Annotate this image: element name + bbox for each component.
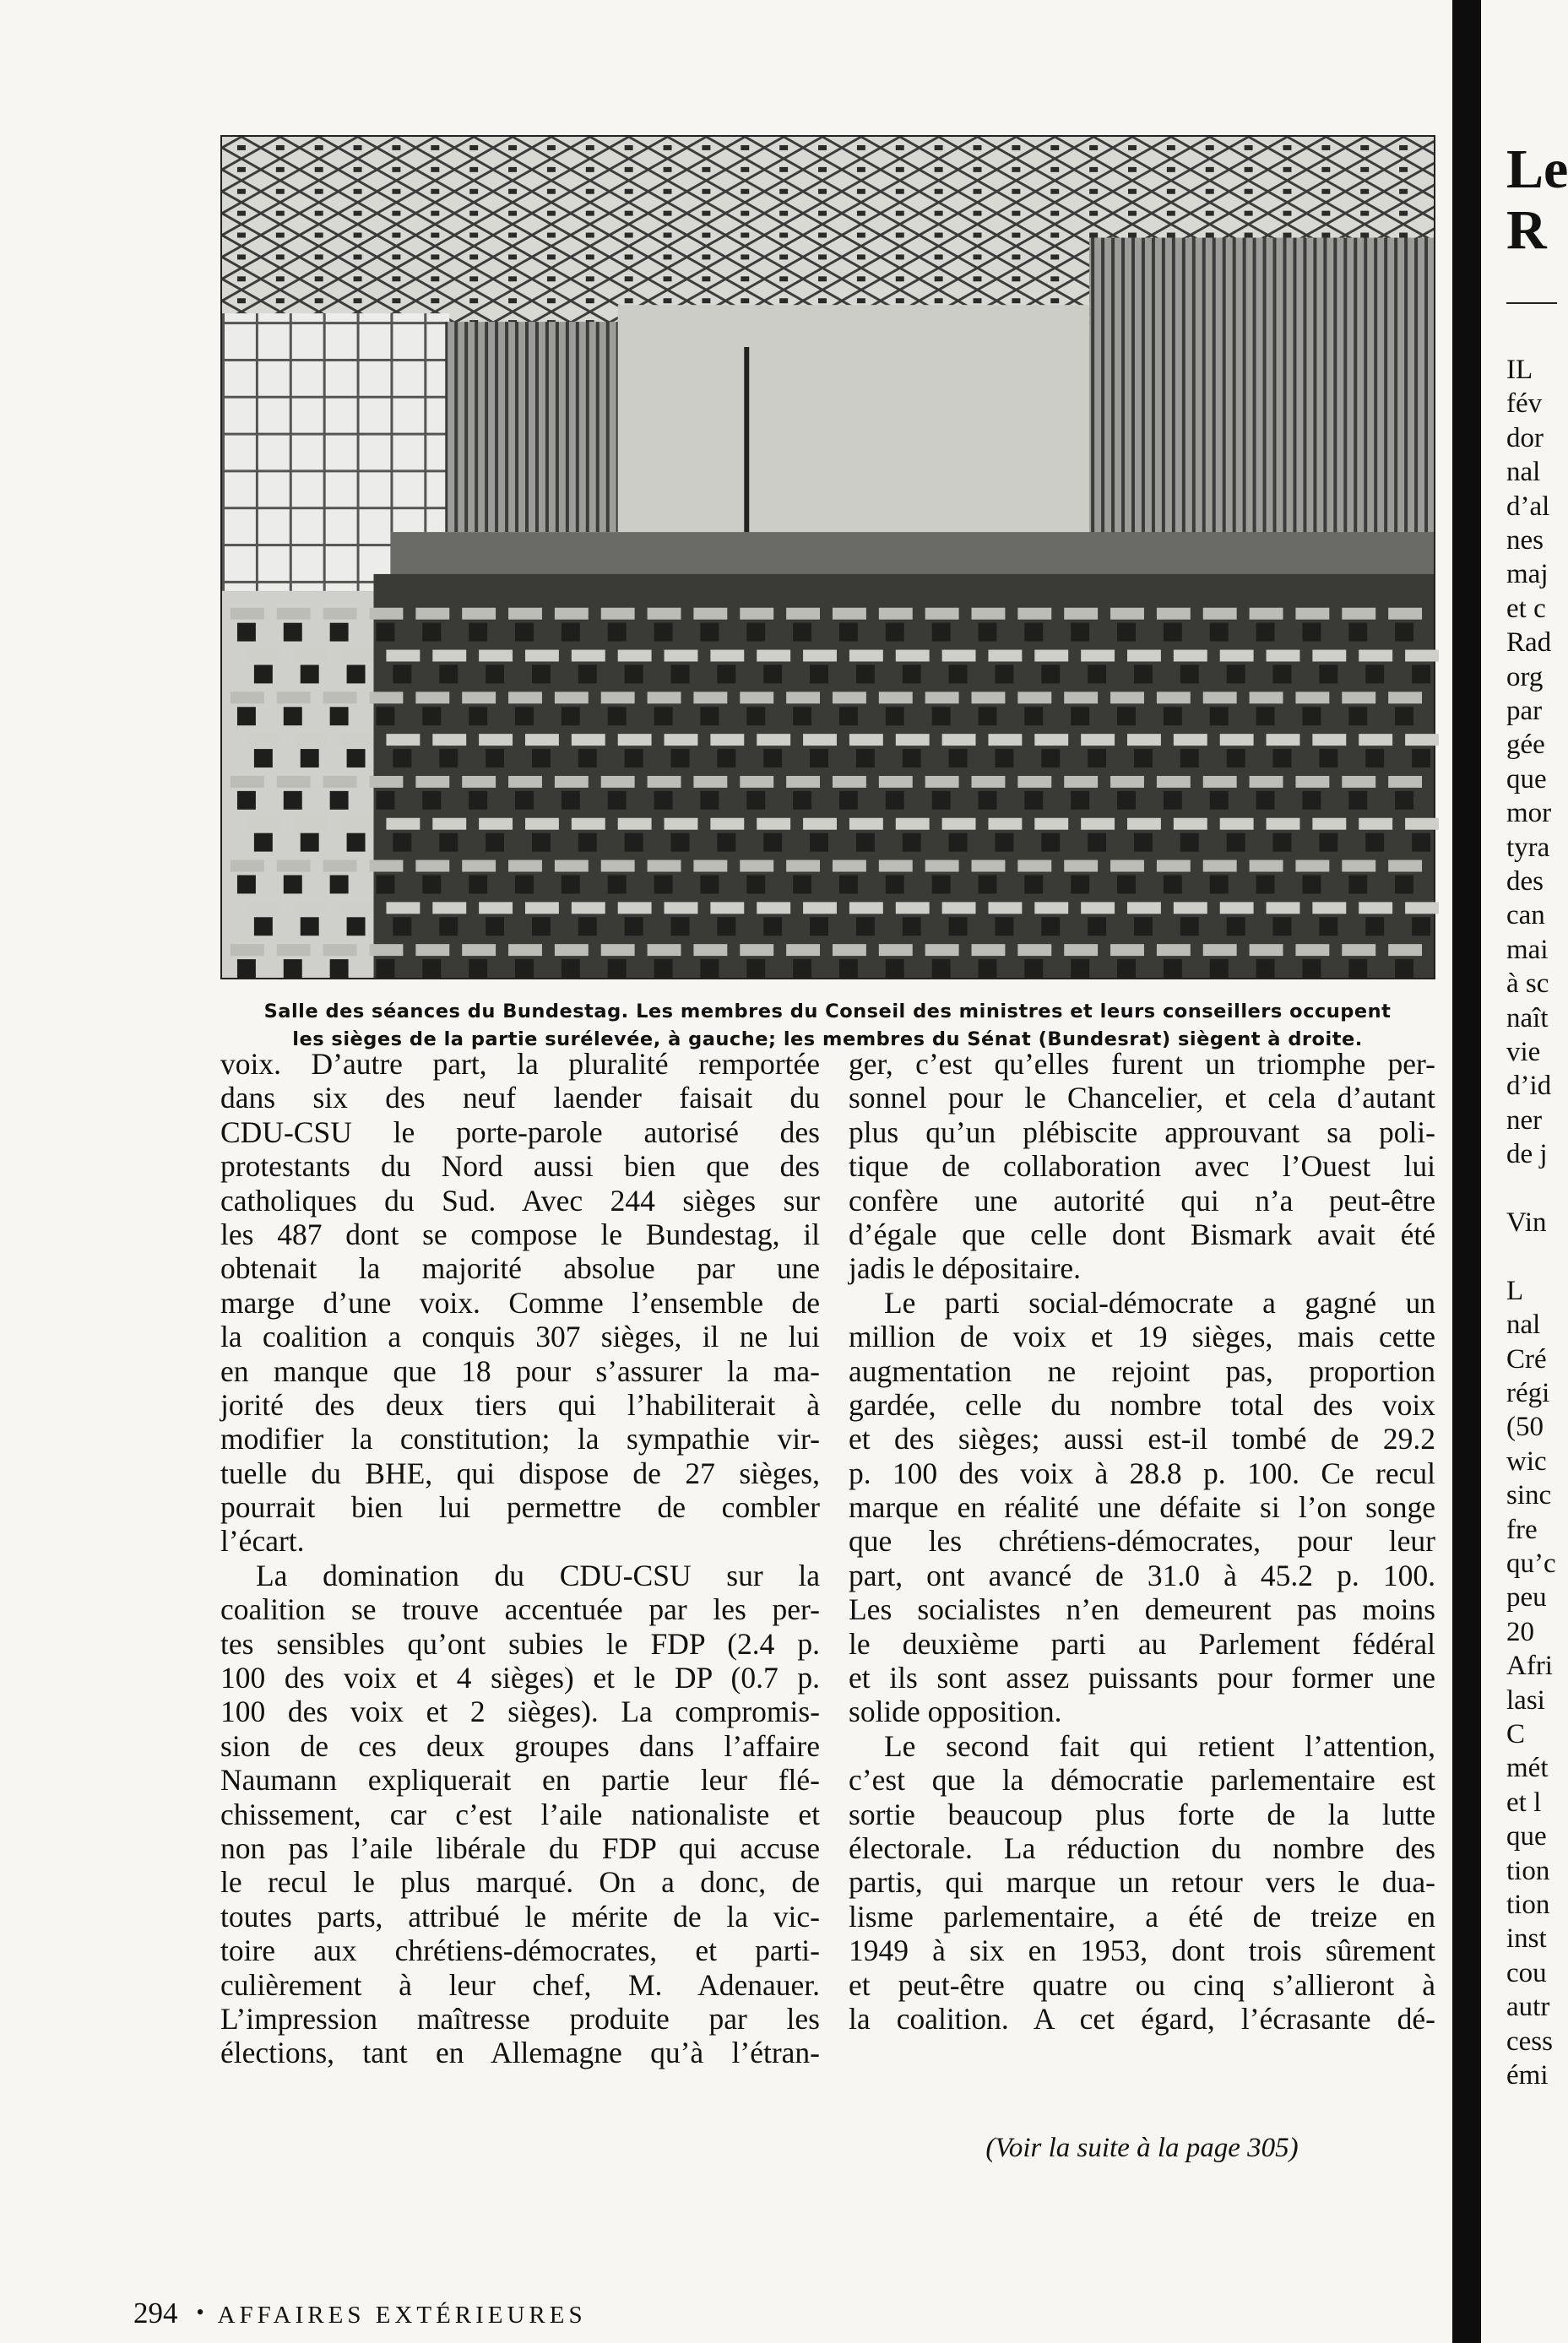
text-line: le deuxième parti au Parlement fédéral xyxy=(849,1626,1435,1661)
text-line: marque en réalité une défaite si l’on songe xyxy=(849,1490,1435,1525)
fragment-line: gée xyxy=(1506,729,1545,761)
fragment-line: C xyxy=(1506,1719,1526,1749)
text-line: les 487 dont se compose le Bundestag, il xyxy=(220,1217,820,1251)
fragment-line: tyra xyxy=(1506,832,1550,863)
fragment-line: nes xyxy=(1506,525,1544,556)
fragment-line: Cré xyxy=(1506,1343,1547,1375)
fragment-line: wic xyxy=(1506,1445,1547,1477)
text-line: modifier la constitution; la sympathie vir- xyxy=(220,1422,820,1456)
next-page-fragment xyxy=(1506,0,1568,2343)
fragment-line: Rad xyxy=(1506,627,1552,659)
fragment-line: 20 xyxy=(1506,1616,1534,1647)
fragment-line: régi xyxy=(1506,1378,1550,1408)
heading-rule xyxy=(1506,302,1557,304)
fragment-line: des xyxy=(1506,866,1544,897)
text-line: la coalition a conquis 307 sièges, il ne lui xyxy=(220,1320,820,1354)
text-line: sion de ces deux groupes dans l’affaire xyxy=(220,1728,820,1763)
fragment-line: et c xyxy=(1506,593,1546,624)
fragment-line: autr xyxy=(1506,1992,1550,2023)
fragment-line: (50 xyxy=(1506,1412,1544,1443)
text-line: le recul le plus marqué. On a donc, de xyxy=(220,1865,820,1900)
text-line: que les chrétiens-démocrates, pour leur xyxy=(849,1524,1435,1559)
journal-title: AFFAIRES EXTÉRIEURES xyxy=(217,2302,587,2329)
fragment-line: mai xyxy=(1506,934,1549,965)
text-line: coalition se trouve accentuée par les per- xyxy=(220,1592,820,1627)
text-line: million de voix et 19 sièges, mais cette xyxy=(849,1320,1435,1354)
fragment-line: fre xyxy=(1506,1514,1538,1545)
text-line: marge d’une voix. Comme l’ensemble de xyxy=(220,1285,820,1320)
text-line: culièrement à leur chef, M. Adenauer. xyxy=(220,1967,820,2002)
text-line: jorité des deux tiers qui l’habiliterait à xyxy=(220,1387,820,1422)
text-line: Naumann expliquerait en partie leur flé- xyxy=(220,1763,820,1798)
text-line: catholiques du Sud. Avec 244 sièges sur xyxy=(220,1183,820,1218)
text-line: sortie beaucoup plus forte de la lutte xyxy=(849,1797,1435,1831)
fragment-line: tion xyxy=(1506,1890,1550,1920)
fragment-line: lasi xyxy=(1506,1684,1545,1716)
text-line: Le second fait qui retient l’attention, xyxy=(884,1728,1435,1763)
text-line: et peut-être quatre ou cinq s’allieront à xyxy=(849,1967,1435,2002)
fragment-line: d’id xyxy=(1506,1071,1552,1102)
fragment-line: IL xyxy=(1506,355,1533,385)
caption-line: Salle des séances du Bundestag. Les membres du Conseil des ministres et leurs conseillers occupent xyxy=(263,1001,1392,1022)
text-line: l’écart. xyxy=(220,1524,305,1559)
fragment-line: L xyxy=(1506,1275,1524,1306)
fragment-line: Vin xyxy=(1506,1207,1547,1238)
text-line: La domination du CDU-CSU sur la xyxy=(256,1558,820,1592)
fragment-line: nal xyxy=(1506,1310,1541,1341)
text-line: d’égale que celle dont Bismark avait été xyxy=(849,1217,1435,1251)
text-line: CDU-CSU le porte-parole autorisé des xyxy=(220,1115,820,1149)
fragment-line: cou xyxy=(1506,1957,1547,1988)
text-line: Le parti social-démocrate a gagné un xyxy=(884,1285,1435,1320)
text-line: lisme parlementaire, a été de treize en xyxy=(849,1899,1435,1934)
page-gutter xyxy=(1452,0,1481,2343)
text-line: toire aux chrétiens-démocrates, et parti- xyxy=(220,1934,820,1968)
text-line: Les socialistes n’en demeurent pas moins xyxy=(849,1592,1435,1627)
text-line: jadis le dépositaire. xyxy=(849,1251,1082,1286)
fragment-line: nal xyxy=(1506,457,1541,488)
fragment-line: émi xyxy=(1506,2060,1549,2091)
text-line: partis, qui marque un retour vers le dua- xyxy=(849,1865,1435,1900)
fragment-line: sinc xyxy=(1506,1480,1552,1511)
fragment-line: naît xyxy=(1506,1002,1549,1033)
text-line: L’impression maîtresse produite par les xyxy=(220,2001,820,2036)
fragment-line: inst xyxy=(1506,1923,1547,1955)
text-line: ger, c’est qu’elles furent un triomphe per- xyxy=(849,1047,1435,1081)
text-line: tes sensibles qu’ont subies le FDP (2.4 p. xyxy=(220,1626,820,1661)
text-line: plus qu’un plébiscite approuvant sa poli- xyxy=(849,1115,1435,1149)
text-line: voix. D’autre part, la pluralité remportée xyxy=(220,1047,820,1081)
text-line: et des sièges; aussi est-il tombé de 29.2 xyxy=(849,1422,1435,1456)
fragment-line: maj xyxy=(1506,559,1549,590)
page-number: 294 xyxy=(133,2297,178,2329)
text-line: non pas l’aile libérale du FDP qui accuse xyxy=(220,1830,820,1865)
footer-separator: • xyxy=(196,2300,204,2324)
fragment-line: fév xyxy=(1506,388,1543,420)
fragment-line: et l xyxy=(1506,1787,1542,1818)
fragment-line: org xyxy=(1506,661,1544,692)
text-line: solide opposition. xyxy=(849,1695,1062,1729)
text-line: confère une autorité qui n’a peut-être xyxy=(849,1183,1435,1218)
fragment-line: par xyxy=(1506,696,1543,726)
next-page-heading: R xyxy=(1506,199,1547,261)
caption-line: les sièges de la partie surélevée, à gauche; les membres du Sénat (Bundesrat) siègent à droite. xyxy=(292,1028,1363,1050)
fragment-line: can xyxy=(1506,900,1545,931)
continuation-note: (Voir la suite à la page 305) xyxy=(985,2133,1299,2163)
fragment-line: d’al xyxy=(1506,491,1550,522)
text-line: 100 des voix et 2 sièges). La compromis- xyxy=(220,1695,820,1729)
fragment-line: tion xyxy=(1506,1855,1550,1886)
photo-caption xyxy=(215,998,1440,1054)
left-text-column xyxy=(220,1047,820,2070)
page-footer xyxy=(133,2297,587,2330)
text-line: gardée, celle du nombre total des voix xyxy=(849,1387,1435,1422)
fragment-line: cess xyxy=(1506,2026,1553,2057)
text-line: en manque que 18 pour s’assurer la ma- xyxy=(220,1353,820,1388)
text-line: augmentation ne rejoint pas, proportion xyxy=(849,1353,1435,1388)
text-line: part, ont avancé de 31.0 à 45.2 p. 100. xyxy=(849,1558,1435,1592)
text-line: et ils sont assez puissants pour former une xyxy=(849,1661,1435,1695)
right-text-column xyxy=(849,1047,1435,2036)
fragment-line: peu xyxy=(1506,1582,1547,1614)
fragment-line: dor xyxy=(1506,422,1544,453)
text-line: 100 des voix et 4 sièges) et le DP (0.7 p. xyxy=(220,1661,820,1695)
text-line: la coalition. A cet égard, l’écrasante dé- xyxy=(849,2001,1435,2036)
text-line: p. 100 des voix à 28.8 p. 100. Ce recul xyxy=(849,1456,1435,1490)
text-line: toutes parts, attribué le mérite de la vic- xyxy=(220,1899,820,1934)
next-page-heading: Le xyxy=(1506,138,1568,200)
text-line: sonnel pour le Chancelier, et cela d’autant xyxy=(849,1081,1435,1115)
text-line: chissement, car c’est l’aile nationaliste et xyxy=(220,1797,820,1831)
text-line: 1949 à six en 1953, dont trois sûrement xyxy=(849,1934,1435,1968)
text-line: protestants du Nord aussi bien que des xyxy=(220,1149,820,1184)
text-line: pourrait bien lui permettre de combler xyxy=(220,1490,820,1525)
fragment-line: à sc xyxy=(1506,968,1549,1000)
text-line: électorale. La réduction du nombre des xyxy=(849,1830,1435,1865)
fragment-line: de j xyxy=(1506,1139,1548,1170)
text-line: obtenait la majorité absolue par une xyxy=(220,1251,820,1286)
fragment-line: que xyxy=(1506,1821,1547,1852)
text-line: élections, tant en Allemagne qu’à l’étran- xyxy=(220,2036,820,2070)
text-line: tuelle du BHE, qui dispose de 27 sièges, xyxy=(220,1456,820,1490)
fragment-line: qu’c xyxy=(1506,1548,1556,1579)
text-line: dans six des neuf laender faisait du xyxy=(220,1081,820,1115)
fragment-line: ner xyxy=(1506,1104,1543,1136)
fragment-line: que xyxy=(1506,763,1547,795)
fragment-line: mét xyxy=(1506,1753,1549,1784)
text-line: c’est que la démocratie parlementaire est xyxy=(849,1763,1435,1798)
fragment-line: Afri xyxy=(1506,1651,1553,1682)
fragment-line: mor xyxy=(1506,798,1552,829)
bundestag-chamber-photo xyxy=(220,135,1435,979)
text-line: tique de collaboration avec l’Ouest lui xyxy=(849,1149,1435,1184)
fragment-line: vie xyxy=(1506,1037,1541,1067)
